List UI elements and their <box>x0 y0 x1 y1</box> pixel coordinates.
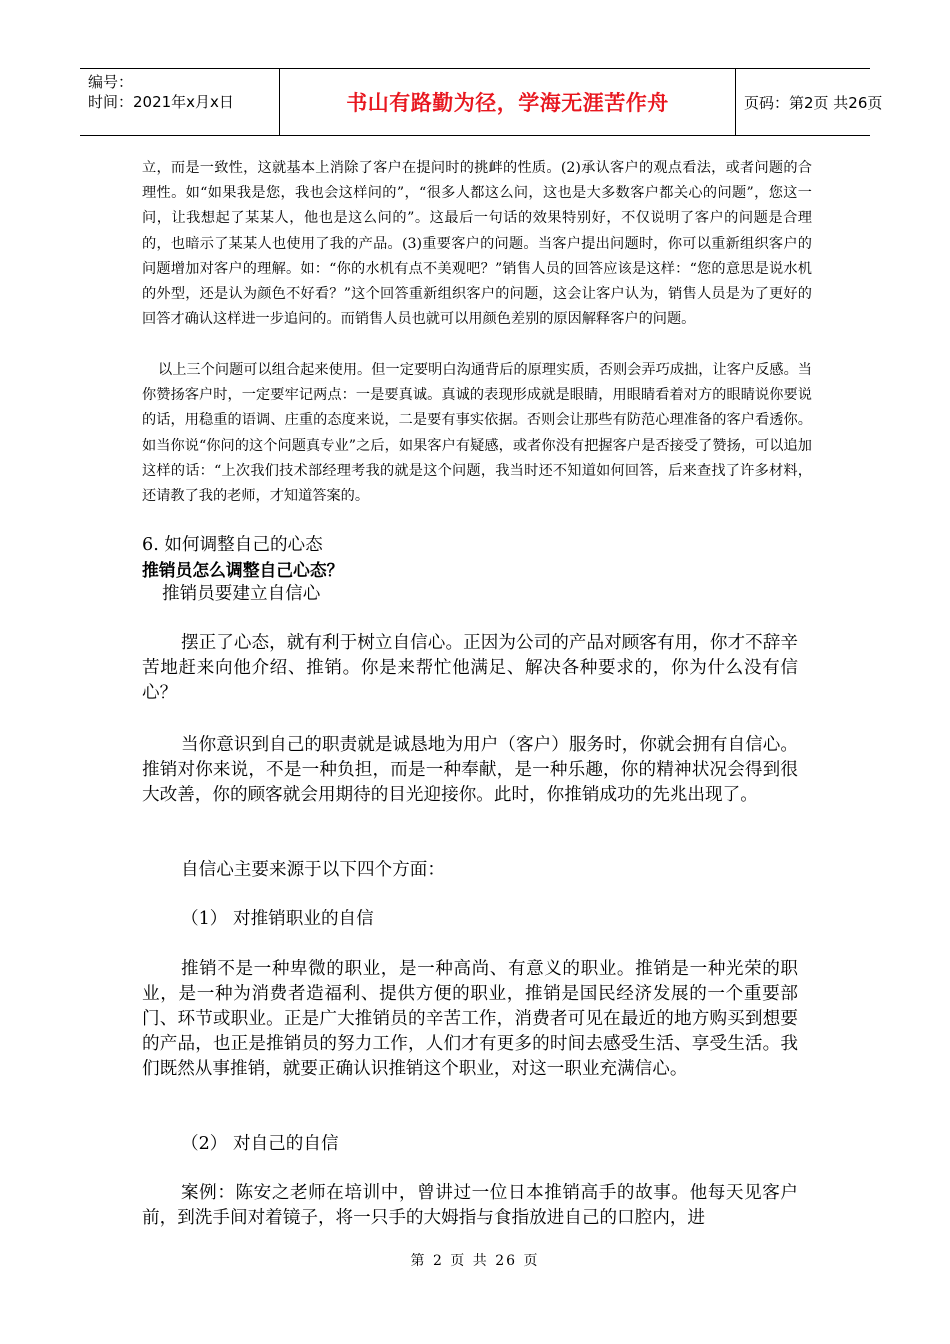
paragraph-duty: 当你意识到自己的职责就是诚恳地为用户（客户）服务时，你就会拥有自信心。推销对你来说，不是一种负担，而是一种奉献，是一种乐趣，你的精神状况会得到很大改善，你的顾客就会用期待的目光迎接你。此时，你推销成功的先兆出现了。 <box>142 735 798 805</box>
header-page-cell <box>736 69 883 135</box>
paragraph-profession: 推销不是一种卑微的职业，是一种高尚、有意义的职业。推销是一种光荣的职业，是一种为消费者造福利、提供方便的职业，推销是国民经济发展的一个重要部门、环节或职业。正是广大推销员的辛苦工作，消费者可见在最近的地方购买到想要的产品，也正是推销员的努力工作，人们才有更多的时间去感受生活、享受生活。我们既然从事推销，就要正确认识推销这个职业，对这一职业充满信心。 <box>142 959 798 1079</box>
header-motto-cell <box>280 69 736 135</box>
paragraph-case: 案例：陈安之老师在培训中，曾讲过一位日本推销高手的故事。他每天见客户前，到洗手间对着镜子，将一只手的大姆指与食指放进自己的口腔内，进 <box>142 1183 798 1228</box>
paragraph-combination: 以上三个问题可以组合起来使用。但一定要明白沟通背后的原理实质，否则会弄巧成拙，让客户反感。当你赞扬客户时，一定要牢记两点：一是要真诚。真诚的表现形成就是眼睛，用眼睛看着对方的眼睛说你要说的话，用稳重的语调、庄重的态度来说，二是要有事实依据。否则会让那些有防范心理准备的客户看透你。如当你说“你问的这个问题真专业”之后，如果客户有疑感，或者你没有把握客户是否接受了赞扬，可以追加这样的话：“上次我们技术部经理考我的就是这个问题，我当时还不知道如何回答，后来查找了许多材料，还请教了我的老师，才知道答案的。 <box>142 362 812 505</box>
list-item-2: （2） 对自己的自信 <box>181 1134 339 1154</box>
list-item-1: （1） 对推销职业的自信 <box>181 909 374 929</box>
section-heading-6: 6. 如何调整自己的心态 <box>142 535 323 555</box>
page-footer: 第 2 页 共 26 页 <box>410 1253 540 1269</box>
paragraph-sources: 自信心主要来源于以下四个方面： <box>181 860 445 880</box>
page-header <box>80 68 883 136</box>
paragraph-mindset: 摆正了心态，就有利于树立自信心。正因为公司的产品对顾客有用，你才不辞辛苦地赶来向他介绍、推销。你是来帮忙他满足、解决各种要求的，你为什么没有信心？ <box>142 633 798 703</box>
document-time-label: 时间：2021年x月x日 <box>88 93 234 111</box>
paragraph-continued: 立，而是一致性，这就基本上消除了客户在提问时的挑衅的性质。(2)承认客户的观点看法，或者问题的合理性。如“如果我是您，我也会这样问的”，“很多人都这么问，这也是大多数客户都关心的问题”，您这一问，让我想起了某某人，他也是这么问的”。这最后一句话的效果特别好，不仅说明了客户的问题是合理的，也暗示了某某人也使用了我的产品。(3)重要客户的问题。当客户提出问题时，你可以重新组织客户的问题增加对客户的理解。如：“你的水机有点不美观吧？”销售人员的回答应该是这样：“您的意思是说水机的外型，还是认为颜色不好看？”这个回答重新组织客户的问题，这会让客户认为，销售人员是为了更好的回答才确认这样进一步追问的。而销售人员也就可以用颜色差别的原因解释客户的问题。 <box>142 160 812 328</box>
header-page-number: 页码：第2页 共26页 <box>744 93 883 112</box>
document-number-label: 编号： <box>88 73 134 91</box>
header-motto: 书山有路勤为径，学海无涯苦作舟 <box>346 91 669 115</box>
bold-heading: 推销员怎么调整自己心态？ <box>142 560 344 580</box>
sub-heading: 推销员要建立自信心 <box>162 584 321 604</box>
header-meta-cell <box>80 69 280 135</box>
